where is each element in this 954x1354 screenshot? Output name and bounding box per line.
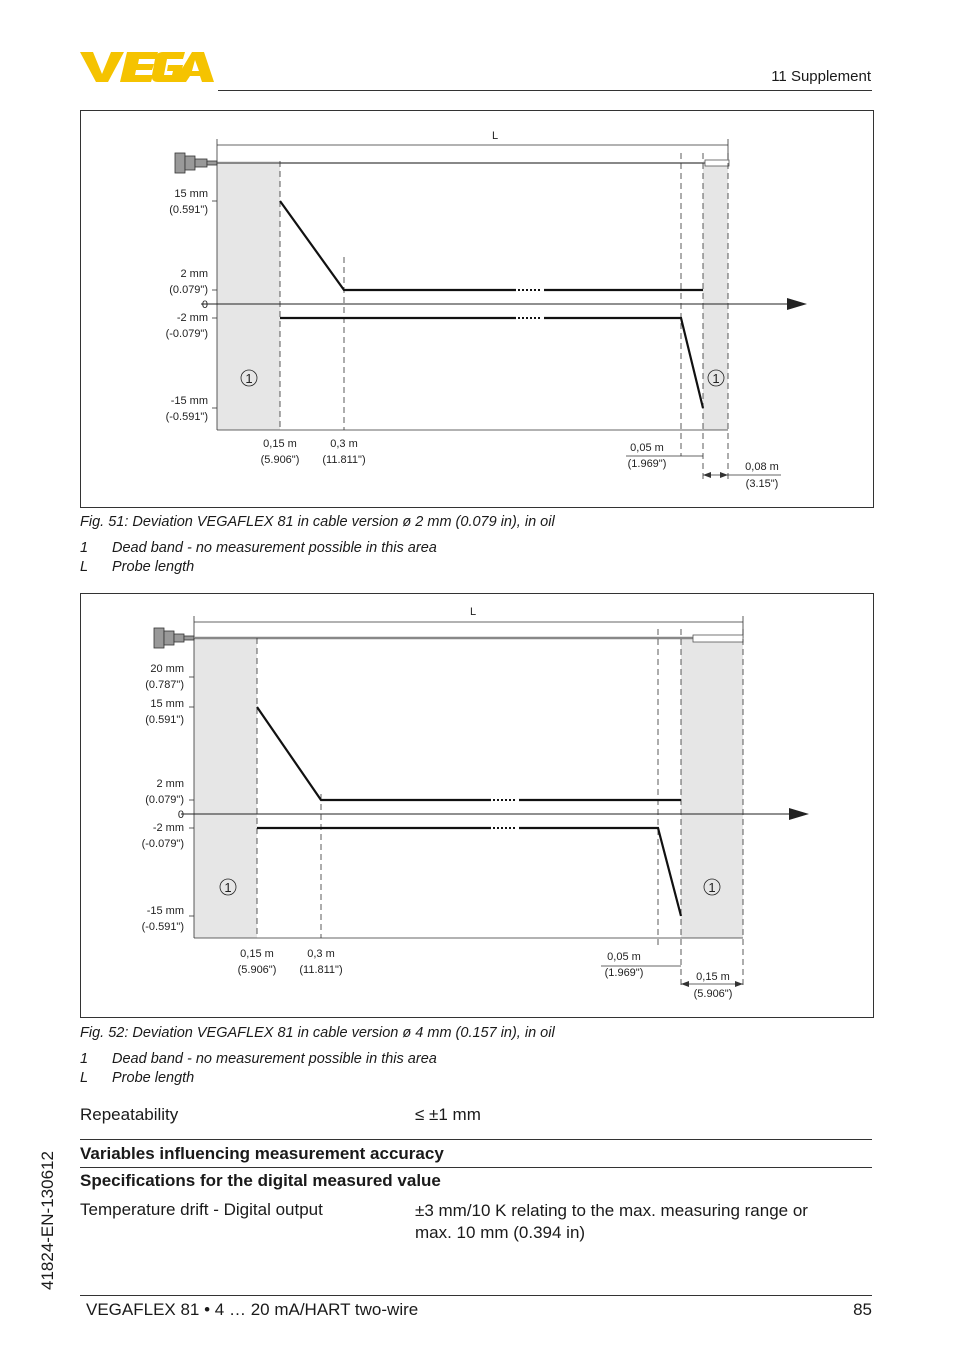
footer-product: VEGAFLEX 81 • 4 … 20 mA/HART two-wire xyxy=(86,1300,419,1319)
footer-rule xyxy=(80,1295,872,1296)
svg-text:15 mm: 15 mm xyxy=(150,698,184,710)
svg-text:0,05 m: 0,05 m xyxy=(607,951,641,963)
svg-text:(11.811"): (11.811") xyxy=(322,454,366,466)
svg-text:(-0.591"): (-0.591") xyxy=(141,921,184,933)
svg-text:0,3 m: 0,3 m xyxy=(330,438,358,450)
svg-text:(-0.591"): (-0.591") xyxy=(165,411,208,423)
svg-text:0,15 m: 0,15 m xyxy=(696,971,730,983)
svg-text:2 mm: 2 mm xyxy=(156,778,184,790)
deviation-upper xyxy=(280,201,516,290)
svg-text:(5.906"): (5.906") xyxy=(693,988,733,1000)
section-rule xyxy=(80,1139,872,1140)
figure-52 xyxy=(80,593,874,1018)
deviation-upper xyxy=(257,707,491,800)
vega-logo xyxy=(80,50,214,84)
figure-51-drawing xyxy=(81,111,873,507)
svg-text:1: 1 xyxy=(712,371,720,386)
document-code: 41824-EN-130612 xyxy=(38,1151,57,1290)
section-label: 11 Supplement xyxy=(771,68,871,85)
svg-text:-15 mm: -15 mm xyxy=(170,395,208,407)
svg-text:(5.906"): (5.906") xyxy=(237,964,277,976)
svg-text:0,05 m: 0,05 m xyxy=(630,442,664,454)
repeatability-value: ≤ ±1 mm xyxy=(415,1105,481,1124)
svg-text:(0.079"): (0.079") xyxy=(169,284,208,296)
section-rule xyxy=(80,1167,872,1168)
svg-text:(11.811"): (11.811") xyxy=(299,964,343,976)
svg-text:(5.906"): (5.906") xyxy=(260,454,300,466)
temp-drift-label: Temperature drift - Digital output xyxy=(80,1200,323,1219)
figure-51-legend-2: L Probe length xyxy=(80,559,195,575)
svg-text:(0.787"): (0.787") xyxy=(145,679,184,691)
svg-text:20 mm: 20 mm xyxy=(150,663,184,675)
axis-arrow-icon xyxy=(787,298,807,310)
figure-52-caption: Fig. 52: Deviation VEGAFLEX 81 in cable version ø 4 mm (0.157 in), in oil xyxy=(80,1025,555,1041)
probe-length-label: L xyxy=(469,606,477,618)
probe-length-label: L xyxy=(491,130,499,142)
svg-text:(0.591"): (0.591") xyxy=(169,204,208,216)
svg-text:0,08 m: 0,08 m xyxy=(745,461,779,473)
heading-accuracy-variables: Variables influencing measurement accuracy xyxy=(80,1144,444,1163)
figure-52-drawing xyxy=(81,594,873,1017)
svg-text:(1.969"): (1.969") xyxy=(604,967,644,979)
header-rule xyxy=(218,90,872,91)
svg-text:-15 mm: -15 mm xyxy=(146,905,184,917)
figure-51-caption: Fig. 51: Deviation VEGAFLEX 81 in cable version ø 2 mm (0.079 in), in oil xyxy=(80,514,555,530)
probe-head-icon xyxy=(175,153,217,173)
figure-51-legend-1: 1 Dead band - no measurement possible in this area xyxy=(80,540,437,556)
svg-text:1: 1 xyxy=(224,880,232,895)
figure-52-legend-1: 1 Dead band - no measurement possible in this area xyxy=(80,1051,437,1067)
svg-text:(-0.079"): (-0.079") xyxy=(141,838,184,850)
svg-text:(0.079"): (0.079") xyxy=(145,794,184,806)
svg-text:0,3 m: 0,3 m xyxy=(307,948,335,960)
svg-text:15 mm: 15 mm xyxy=(174,188,208,200)
heading-digital-specs: Specifications for the digital measured value xyxy=(80,1171,441,1190)
svg-text:0: 0 xyxy=(201,299,208,311)
temp-drift-value: ±3 mm/10 K relating to the max. measuring range or max. 10 mm (0.394 in) xyxy=(415,1201,808,1242)
svg-text:2 mm: 2 mm xyxy=(180,268,208,280)
figure-52-legend-2: L Probe length xyxy=(80,1070,195,1086)
probe-head-icon xyxy=(154,628,194,648)
figure-51 xyxy=(80,110,874,508)
dead-band-left xyxy=(217,161,280,430)
svg-text:1: 1 xyxy=(708,880,716,895)
page-number: 85 xyxy=(853,1300,872,1319)
probe-weight-icon xyxy=(693,635,743,642)
svg-text:(-0.079"): (-0.079") xyxy=(165,328,208,340)
svg-text:0: 0 xyxy=(177,809,184,821)
axis-arrow-icon xyxy=(789,808,809,820)
svg-text:(3.15"): (3.15") xyxy=(745,478,779,490)
svg-text:(0.591"): (0.591") xyxy=(145,714,184,726)
svg-text:(1.969"): (1.969") xyxy=(627,458,667,470)
svg-text:1: 1 xyxy=(245,371,253,386)
svg-text:0,15 m: 0,15 m xyxy=(263,438,297,450)
repeatability-label: Repeatability xyxy=(80,1105,179,1124)
svg-text:-2 mm: -2 mm xyxy=(176,312,208,324)
probe-weight-icon xyxy=(705,160,729,166)
dead-band-right xyxy=(703,161,728,430)
svg-text:0,15 m: 0,15 m xyxy=(240,948,274,960)
svg-text:-2 mm: -2 mm xyxy=(152,822,184,834)
